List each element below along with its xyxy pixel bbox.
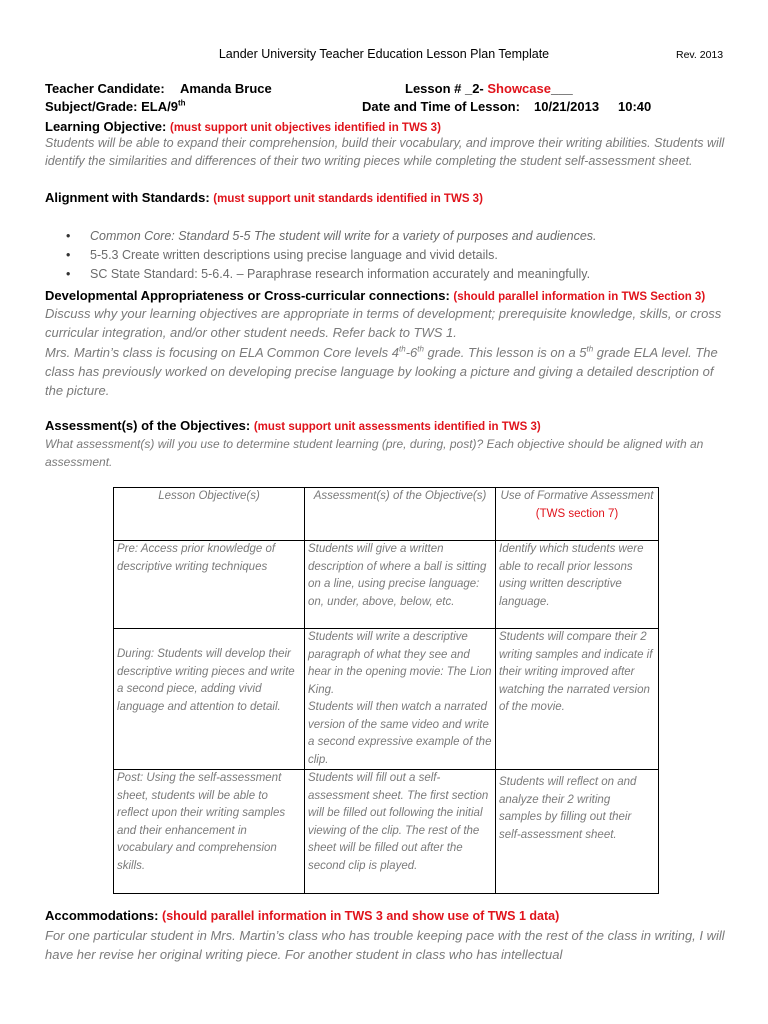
learning-objective-note: (must support unit objectives identified in TWS 3) bbox=[170, 122, 441, 134]
learning-objective-heading bbox=[45, 119, 441, 134]
lesson-label: Lesson # _2- bbox=[405, 81, 484, 96]
row-objective: Pre: Access prior knowledge of descriptive writing techniques bbox=[114, 541, 305, 629]
row-formative: Identify which students were able to recall prior lessons using written descriptive language. bbox=[496, 541, 659, 629]
row-assessment: Students will give a written description of where a ball is sitting on a line, using precise language: on, under, above, below, etc. bbox=[305, 541, 496, 629]
row-assessment: Students will fill out a self-assessment sheet. The first section will be filled out following the initial viewing of the clip. The rest of the sheet will be filled out after the second clip is played. bbox=[305, 770, 496, 894]
dev-sup-b: th bbox=[417, 344, 424, 354]
standards-list bbox=[66, 227, 597, 284]
learning-objective-label: Learning Objective: bbox=[45, 119, 167, 134]
developmental-label: Developmental Appropriateness or Cross-curricular connections: bbox=[45, 288, 450, 303]
dev-sup-a: th bbox=[399, 344, 406, 354]
developmental-note: (should parallel information in TWS Section 3) bbox=[453, 291, 706, 303]
accommodations-label: Accommodations: bbox=[45, 908, 159, 923]
list-item bbox=[66, 265, 597, 284]
standards-note: (must support unit standards identified in TWS 3) bbox=[213, 193, 483, 205]
row-assessment: Students will write a descriptive paragraph of what they see and hear in the opening movie: The Lion King. Students will then watch a narrated version of the same video and write a second expressive example of the clip. bbox=[305, 629, 496, 770]
table-row bbox=[114, 629, 659, 770]
lesson-number bbox=[405, 81, 573, 96]
assessment-heading bbox=[45, 418, 541, 433]
bullet-icon: • bbox=[66, 248, 71, 262]
accommodations-text: For one particular student in Mrs. Martin’s class who has trouble keeping pace with the rest of the class in writing, I will have her revise her original writing piece. For another student in class who has intellectual bbox=[45, 928, 725, 962]
list-item bbox=[66, 227, 597, 246]
subject-grade bbox=[45, 99, 186, 114]
standard-text: 5-5.3 Create written descriptions using precise language and vivid details. bbox=[90, 248, 498, 262]
document-title: Lander University Teacher Education Lesson Plan Template bbox=[218, 47, 550, 61]
dev-text-d: grade ELA level. The class has previously worked on developing precise language by looking a picture and giving a detailed description of the picture. bbox=[45, 345, 718, 398]
assessment-prompt: What assessment(s) will you use to determine student learning (pre, during, post)? Each objective should be aligned with an assessment. bbox=[45, 437, 704, 469]
dev-sup-c: th bbox=[586, 344, 594, 354]
developmental-heading bbox=[45, 288, 705, 303]
list-item bbox=[66, 246, 597, 265]
row-formative: Students will reflect on and analyze their 2 writing samples by filling out their self-assessment sheet. bbox=[496, 770, 659, 894]
time-value: 10:40 bbox=[618, 99, 652, 114]
date-value: 10/21/2013 bbox=[534, 99, 600, 114]
header-objective: Lesson Objective(s) bbox=[114, 488, 305, 541]
date-label: Date and Time of Lesson: bbox=[362, 99, 520, 114]
header-formative-note: (TWS section 7) bbox=[535, 507, 619, 520]
row-objective: During: Students will develop their descriptive writing pieces and write a second piece, adding vivid language and attention to detail. bbox=[114, 629, 305, 770]
subject-value: ELA/9 bbox=[141, 99, 178, 114]
accommodations-heading bbox=[45, 908, 559, 923]
subject-label: Subject/Grade: bbox=[45, 99, 138, 114]
dev-text-c: grade. This lesson is on a 5 bbox=[423, 345, 587, 360]
bullet-icon: • bbox=[66, 267, 71, 281]
subject-sup: th bbox=[177, 98, 186, 108]
header-assessment: Assessment(s) of the Objective(s) bbox=[305, 488, 496, 541]
lesson-type: Showcase bbox=[487, 81, 551, 96]
developmental-text bbox=[45, 343, 735, 400]
table-row bbox=[114, 541, 659, 629]
candidate-label: Teacher Candidate: bbox=[45, 81, 165, 96]
row-objective: Post: Using the self-assessment sheet, students will be able to reflect upon their writing samples and their enhancement in vocabulary and comprehension skills. bbox=[114, 770, 305, 894]
dev-text-b: -6 bbox=[405, 345, 418, 360]
standards-heading bbox=[45, 190, 483, 205]
candidate-name: Amanda Bruce bbox=[180, 81, 272, 96]
assessment-note: (must support unit assessments identified in TWS 3) bbox=[253, 421, 541, 433]
dev-text-a: Mrs. Martin’s class is focusing on ELA Common Core levels 4 bbox=[45, 345, 400, 360]
standard-text: Common Core: Standard 5-5 The student will write for a variety of purposes and audiences. bbox=[90, 229, 597, 243]
standard-text: SC State Standard: 5-6.4. – Paraphrase research information accurately and meaningfully. bbox=[90, 267, 591, 281]
revision-label: Rev. 2013 bbox=[676, 49, 724, 61]
header-formative-label: Use of Formative Assessment bbox=[500, 490, 654, 502]
lesson-tail: ___ bbox=[550, 81, 573, 96]
assessment-label: Assessment(s) of the Objectives: bbox=[45, 418, 251, 433]
table-row bbox=[114, 770, 659, 894]
row-formative: Students will compare their 2 writing samples and indicate if their writing improved after watching the narrated version of the movie. bbox=[496, 629, 659, 770]
bullet-icon: • bbox=[66, 229, 71, 243]
objectives-table bbox=[113, 487, 659, 894]
accommodations-note: (should parallel information in TWS 3 and show use of TWS 1 data) bbox=[162, 909, 560, 923]
developmental-prompt: Discuss why your learning objectives are appropriate in terms of development; prerequisite knowledge, skills, or cross curricular integration, and/or other student needs. Refer back to TWS 1. bbox=[45, 306, 722, 340]
learning-objective-text: Students will be able to expand their comprehension, build their vocabulary, and improve their writing abilities. Students will identify the similarities and differences of their two writing pieces while completing the student self-assessment sheet. bbox=[45, 136, 725, 168]
standards-label: Alignment with Standards: bbox=[45, 190, 210, 205]
header-formative bbox=[496, 488, 659, 541]
table-header-row bbox=[114, 488, 659, 541]
